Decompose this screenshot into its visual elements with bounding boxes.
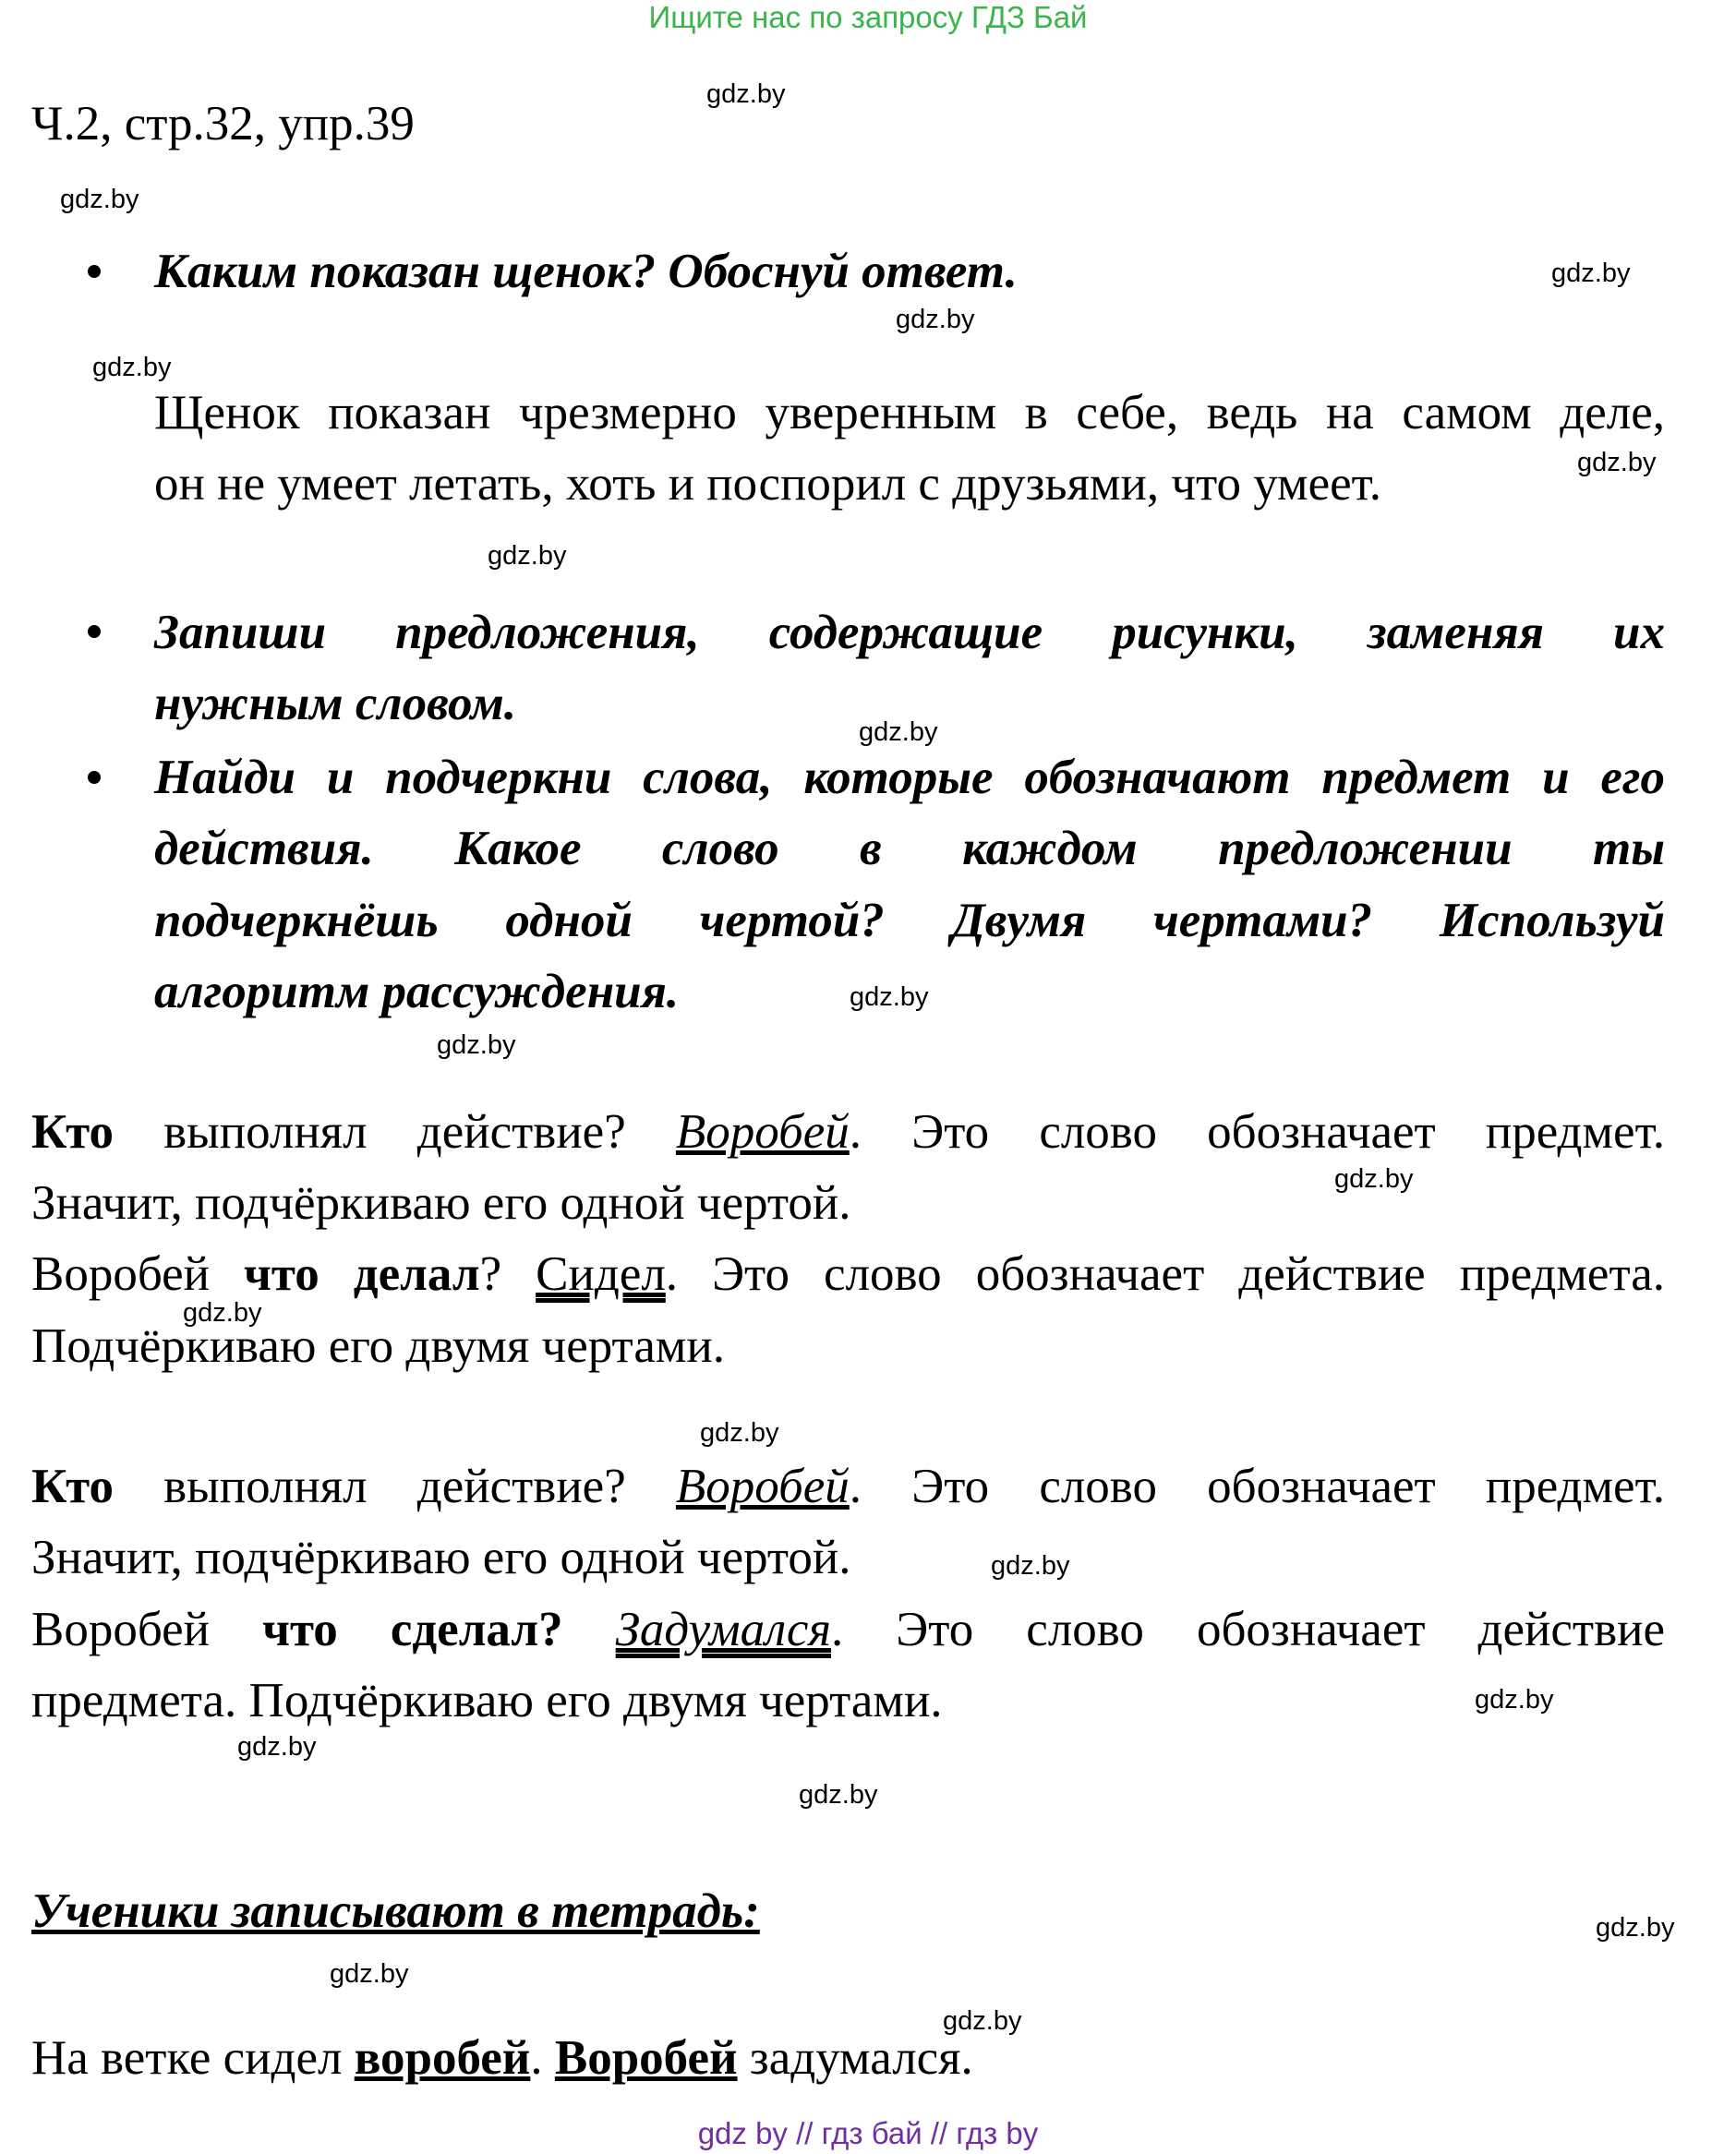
bullet-icon	[88, 625, 101, 638]
answer-1-line-2: он не умеет летать, хоть и поспорил с друзьями, что умеет.	[154, 457, 1382, 511]
question-2-line-1: Запиши предложения, содержащие рисунки, заменяя их	[154, 606, 1665, 659]
question-3-line-1: Найди и подчеркни слова, которые обозначают предмет и его	[154, 751, 1665, 804]
page-title: Ч.2, стр.32, упр.39	[31, 97, 415, 150]
underlined-subject: воробей	[354, 2031, 531, 2085]
question-3-line-4: алгоритм рассуждения.	[154, 965, 680, 1018]
watermark: gdz.by	[1577, 448, 1657, 477]
watermark: gdz.by	[700, 1418, 779, 1448]
watermark: gdz.by	[859, 717, 938, 747]
watermark: gdz.by	[488, 541, 567, 571]
bullet-icon	[88, 771, 101, 784]
reasoning-4-line-1: Воробей что сделал? Задумался. Это слово обозначает действие	[31, 1603, 1665, 1656]
watermark: gdz.by	[850, 982, 929, 1012]
watermark: gdz.by	[183, 1298, 262, 1328]
watermark: gdz.by	[1596, 1913, 1675, 1943]
watermark: gdz.by	[60, 185, 139, 214]
predicate-word: Сидел	[536, 1247, 666, 1301]
underlined-subject: Воробей	[554, 2031, 738, 2085]
reasoning-3-line-2: Значит, подчёркиваю его одной чертой.	[31, 1531, 851, 1584]
watermark: gdz.by	[1334, 1164, 1414, 1194]
site-footer-banner: gdz by // гдз бай // гдз by	[697, 2116, 1039, 2150]
reasoning-2-line-2: Подчёркиваю его двумя чертами.	[31, 1319, 726, 1373]
reasoning-2-line-1: Воробей что делал? Сидел. Это слово обозначает действие предмета.	[31, 1247, 1666, 1301]
reasoning-1-line-2: Значит, подчёркиваю его одной чертой.	[31, 1176, 851, 1230]
notebook-heading: Ученики записывают в тетрадь:	[31, 1884, 760, 1938]
watermark: gdz.by	[1551, 259, 1631, 288]
reasoning-4-line-2: предмета. Подчёркиваю его двумя чертами.	[31, 1674, 943, 1727]
subject-word: Воробей	[675, 1105, 850, 1159]
watermark: gdz.by	[437, 1030, 516, 1060]
question-3-line-3: подчеркнёшь одной чертой? Двумя чертами? Используй	[154, 894, 1665, 947]
final-sentence: На ветке сидел воробей. Воробей задумался.	[31, 2031, 973, 2085]
watermark: gdz.by	[943, 2006, 1022, 2036]
subject-word: Воробей	[675, 1460, 850, 1513]
watermark: gdz.by	[799, 1780, 878, 1810]
site-header-banner: Ищите нас по запросу ГДЗ Бай	[648, 0, 1088, 34]
question-1: Каким показан щенок? Обоснуй ответ.	[154, 245, 1018, 298]
reasoning-3-line-1: Кто выполнял действие? Воробей. Это слово обозначает предмет.	[31, 1460, 1666, 1513]
watermark: gdz.by	[237, 1732, 317, 1762]
watermark: gdz.by	[896, 305, 975, 334]
question-3-line-2: действия. Какое слово в каждом предложении ты	[154, 822, 1665, 875]
bullet-icon	[88, 265, 101, 278]
predicate-word: Задумался	[615, 1603, 831, 1656]
reasoning-1-line-1: Кто выполнял действие? Воробей. Это слово обозначает предмет.	[31, 1105, 1666, 1159]
question-2-line-2: нужным словом.	[154, 677, 517, 730]
watermark: gdz.by	[92, 353, 172, 382]
watermark: gdz.by	[991, 1551, 1070, 1581]
watermark: gdz.by	[330, 1959, 409, 1989]
watermark: gdz.by	[1475, 1685, 1554, 1715]
answer-1-line-1: Щенок показан чрезмерно уверенным в себе, ведь на самом деле,	[154, 386, 1665, 439]
watermark: gdz.by	[706, 79, 786, 109]
